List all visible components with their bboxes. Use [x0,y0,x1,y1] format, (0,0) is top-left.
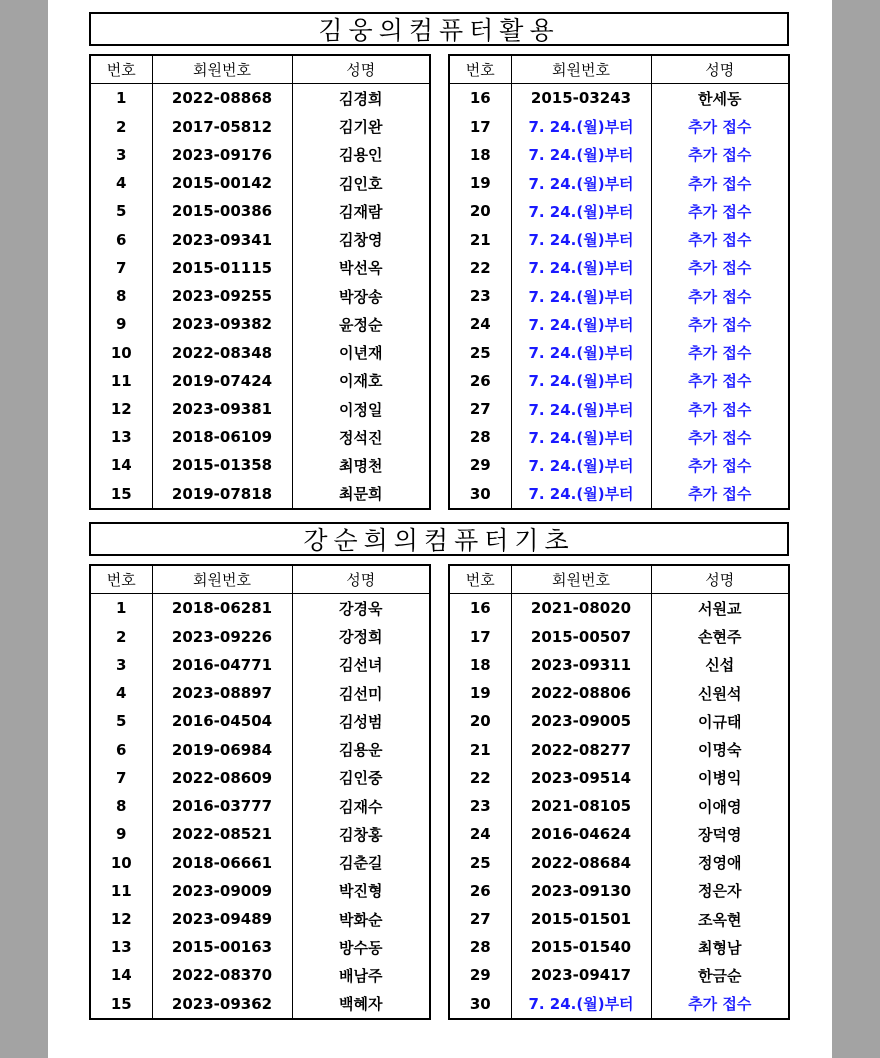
member-number: 2019-06984 [152,735,292,763]
member-name: 이병익 [651,764,789,792]
header-number: 번호 [90,565,152,594]
table-header-row [449,565,789,594]
header-member-number: 회원번호 [152,565,292,594]
row-number: 27 [469,400,491,418]
table-row [449,480,789,509]
row-number: 1 [116,89,127,108]
member-number: 2015-00386 [152,197,292,225]
table-row [449,282,789,310]
row-number: 24 [469,825,491,844]
member-name: 배남주 [292,961,430,989]
member-number: 2018-06661 [152,848,292,876]
member-number: 2023-09382 [152,310,292,338]
member-number: 2015-00163 [152,933,292,961]
row-number: 17 [469,117,491,136]
row-number: 10 [110,853,132,872]
table-row [449,990,789,1019]
row-number: 3 [116,655,127,674]
row-number: 22 [469,258,491,277]
member-name: 추가 접수 [651,395,789,423]
member-name: 한세동 [651,84,789,113]
header-name: 성명 [651,565,789,594]
member-number: 2015-01115 [152,254,292,282]
row-number: 8 [116,797,127,816]
member-table-right [448,564,790,1020]
row-number: 15 [110,484,132,503]
member-number: 7. 24.(월)부터 [511,310,651,338]
member-name: 김창영 [292,225,430,253]
table-row [449,933,789,961]
member-number: 7. 24.(월)부터 [511,367,651,395]
member-name: 조옥현 [651,905,789,933]
member-name: 강정희 [292,623,430,651]
row-number: 28 [469,428,491,447]
row-number: 19 [469,174,491,193]
member-number: 7. 24.(월)부터 [511,338,651,366]
member-number: 2018-06109 [152,423,292,451]
header-member-number: 회원번호 [511,565,651,594]
member-number: 7. 24.(월)부터 [511,254,651,282]
member-number: 2023-09341 [152,225,292,253]
table-row [449,792,789,820]
member-table-left [89,564,431,1020]
member-number: 7. 24.(월)부터 [511,113,651,141]
member-number: 2019-07818 [152,480,292,509]
member-name: 추가 접수 [651,254,789,282]
table-row [90,961,430,989]
row-number: 5 [116,202,127,221]
member-name: 박진형 [292,877,430,905]
member-number: 2023-09009 [152,877,292,905]
row-number: 4 [116,684,127,703]
member-name: 김용인 [292,141,430,169]
table-row [449,395,789,423]
member-table-right [448,54,790,510]
member-number: 2022-08684 [511,848,651,876]
table-row [90,141,430,169]
member-number: 7. 24.(월)부터 [511,141,651,169]
row-number: 21 [469,740,491,759]
member-name: 김인호 [292,169,430,197]
table-row [90,623,430,651]
table-row [90,84,430,113]
table-row [449,707,789,735]
member-number: 7. 24.(월)부터 [511,197,651,225]
row-number: 17 [469,627,491,646]
member-name: 추가 접수 [651,451,789,479]
table-row [90,792,430,820]
member-name: 추가 접수 [651,225,789,253]
table-row [449,451,789,479]
member-number: 2015-01540 [511,933,651,961]
table-row [449,679,789,707]
table-row [449,961,789,989]
row-number: 1 [116,599,127,618]
member-number: 2016-04504 [152,707,292,735]
row-number: 6 [116,230,127,249]
header-member-number: 회원번호 [511,55,651,84]
row-number: 12 [110,400,132,418]
row-number: 9 [116,825,127,844]
table-header-row [90,55,430,84]
member-name: 추가 접수 [651,367,789,395]
row-number: 14 [110,966,132,985]
table-row [90,848,430,876]
table-row [449,84,789,113]
table-row [90,423,430,451]
member-name: 박선옥 [292,254,430,282]
header-number: 번호 [449,55,511,84]
table-row [449,310,789,338]
member-name: 김재수 [292,792,430,820]
member-number: 2019-07424 [152,367,292,395]
member-number: 2016-03777 [152,792,292,820]
member-number: 2015-00142 [152,169,292,197]
row-number: 25 [469,343,491,362]
member-number: 2015-01358 [152,451,292,479]
row-number: 26 [469,371,491,390]
member-number: 2022-08348 [152,338,292,366]
table-row [90,764,430,792]
row-number: 20 [469,712,491,731]
table-row [90,679,430,707]
row-number: 30 [469,994,491,1013]
header-member-number: 회원번호 [152,55,292,84]
table-row [90,480,430,509]
row-number: 14 [110,456,132,475]
member-number: 2022-08806 [511,679,651,707]
table-row [90,651,430,679]
member-name: 추가 접수 [651,141,789,169]
table-row [449,113,789,141]
member-name: 박장송 [292,282,430,310]
row-number: 23 [469,797,491,816]
table-row [449,367,789,395]
row-number: 16 [469,599,491,618]
member-number: 2023-09005 [511,707,651,735]
member-name: 추가 접수 [651,480,789,509]
header-name: 성명 [651,55,789,84]
member-name: 윤정순 [292,310,430,338]
member-number: 2022-08868 [152,84,292,113]
member-name: 김성범 [292,707,430,735]
table-row [90,905,430,933]
member-number: 7. 24.(월)부터 [511,225,651,253]
table-row [449,141,789,169]
table-row [90,254,430,282]
section-title: 김웅의컴퓨터활용 [89,12,789,46]
row-number: 7 [116,768,127,787]
table-row [90,820,430,848]
member-name: 손현주 [651,623,789,651]
row-number: 11 [110,371,132,390]
member-number: 2023-09130 [511,877,651,905]
table-row [449,764,789,792]
member-name: 박화순 [292,905,430,933]
member-number: 2016-04624 [511,820,651,848]
member-number: 2023-09255 [152,282,292,310]
section-title: 강순희의컴퓨터기초 [89,522,789,556]
member-name: 정석진 [292,423,430,451]
row-number: 13 [110,938,132,957]
row-number: 23 [469,287,491,306]
member-name: 서원교 [651,594,789,623]
table-row [449,848,789,876]
table-row [90,338,430,366]
row-number: 12 [110,910,132,928]
row-number: 30 [469,484,491,503]
member-name: 김선미 [292,679,430,707]
member-name: 한금순 [651,961,789,989]
table-row [449,423,789,451]
member-name: 정은자 [651,877,789,905]
row-number: 27 [469,910,491,928]
row-number: 21 [469,230,491,249]
member-name: 이재호 [292,367,430,395]
member-number: 7. 24.(월)부터 [511,451,651,479]
member-number: 7. 24.(월)부터 [511,480,651,509]
table-row [90,113,430,141]
member-name: 김경희 [292,84,430,113]
member-number: 2015-03243 [511,84,651,113]
member-name: 김재람 [292,197,430,225]
member-number: 2016-04771 [152,651,292,679]
member-name: 백혜자 [292,990,430,1019]
row-number: 5 [116,712,127,731]
member-name: 추가 접수 [651,282,789,310]
row-number: 3 [116,145,127,164]
row-number: 6 [116,740,127,759]
row-number: 22 [469,768,491,787]
row-number: 15 [110,994,132,1013]
member-number: 2015-00507 [511,623,651,651]
row-number: 11 [110,881,132,900]
member-number: 2023-09417 [511,961,651,989]
header-number: 번호 [449,565,511,594]
member-name: 추가 접수 [651,197,789,225]
member-name: 이명숙 [651,735,789,763]
member-name: 추가 접수 [651,310,789,338]
member-name: 최명천 [292,451,430,479]
row-number: 16 [469,89,491,108]
table-row [449,877,789,905]
table-row [90,990,430,1019]
member-name: 김춘길 [292,848,430,876]
row-number: 8 [116,287,127,306]
table-row [90,877,430,905]
table-row [90,395,430,423]
member-name: 신원석 [651,679,789,707]
document-page [48,0,832,1058]
table-row [449,623,789,651]
member-number: 7. 24.(월)부터 [511,395,651,423]
row-number: 26 [469,881,491,900]
member-name: 추가 접수 [651,423,789,451]
header-name: 성명 [292,565,430,594]
table-row [90,735,430,763]
member-number: 2023-09176 [152,141,292,169]
member-name: 신섭 [651,651,789,679]
member-name: 최문희 [292,480,430,509]
member-number: 2023-09226 [152,623,292,651]
table-row [449,338,789,366]
member-name: 김인중 [292,764,430,792]
row-number: 10 [110,343,132,362]
row-number: 24 [469,315,491,334]
member-number: 2021-08020 [511,594,651,623]
member-name: 추가 접수 [651,169,789,197]
member-number: 2023-09311 [511,651,651,679]
member-number: 7. 24.(월)부터 [511,423,651,451]
member-name: 이정일 [292,395,430,423]
row-number: 9 [116,315,127,334]
table-row [90,197,430,225]
table-row [449,820,789,848]
member-number: 2018-06281 [152,594,292,623]
header-name: 성명 [292,55,430,84]
row-number: 29 [469,966,491,985]
table-header-row [449,55,789,84]
table-row [90,310,430,338]
member-number: 2023-09381 [152,395,292,423]
row-number: 28 [469,938,491,957]
member-name: 강경욱 [292,594,430,623]
member-number: 7. 24.(월)부터 [511,282,651,310]
table-row [90,169,430,197]
row-number: 20 [469,202,491,221]
member-number: 2022-08277 [511,735,651,763]
member-number: 2021-08105 [511,792,651,820]
member-number: 2023-08897 [152,679,292,707]
member-name: 김기완 [292,113,430,141]
member-name: 최형남 [651,933,789,961]
table-row [90,282,430,310]
table-row [90,933,430,961]
table-row [449,905,789,933]
member-number: 7. 24.(월)부터 [511,169,651,197]
member-number: 2022-08609 [152,764,292,792]
member-name: 추가 접수 [651,113,789,141]
row-number: 13 [110,428,132,447]
member-name: 추가 접수 [651,990,789,1019]
table-row [449,169,789,197]
table-row [90,451,430,479]
member-number: 7. 24.(월)부터 [511,990,651,1019]
member-number: 2022-08521 [152,820,292,848]
member-name: 김선녀 [292,651,430,679]
member-name: 이년재 [292,338,430,366]
table-header-row [90,565,430,594]
member-number: 2023-09362 [152,990,292,1019]
row-number: 19 [469,684,491,703]
member-name: 김창홍 [292,820,430,848]
member-name: 이규태 [651,707,789,735]
row-number: 7 [116,258,127,277]
member-table-left [89,54,431,510]
table-row [90,707,430,735]
table-row [449,651,789,679]
member-number: 2022-08370 [152,961,292,989]
row-number: 2 [116,117,127,136]
member-name: 정영애 [651,848,789,876]
table-row [449,197,789,225]
header-number: 번호 [90,55,152,84]
member-number: 2017-05812 [152,113,292,141]
table-row [90,225,430,253]
member-number: 2023-09514 [511,764,651,792]
table-row [90,367,430,395]
member-name: 이애영 [651,792,789,820]
row-number: 18 [469,145,491,164]
table-row [449,254,789,282]
table-row [449,225,789,253]
row-number: 18 [469,655,491,674]
member-number: 2023-09489 [152,905,292,933]
member-number: 2015-01501 [511,905,651,933]
member-name: 장덕영 [651,820,789,848]
member-name: 방수동 [292,933,430,961]
table-row [90,594,430,623]
row-number: 29 [469,456,491,475]
row-number: 2 [116,627,127,646]
table-row [449,735,789,763]
member-name: 김용운 [292,735,430,763]
table-row [449,594,789,623]
member-name: 추가 접수 [651,338,789,366]
row-number: 4 [116,174,127,193]
row-number: 25 [469,853,491,872]
